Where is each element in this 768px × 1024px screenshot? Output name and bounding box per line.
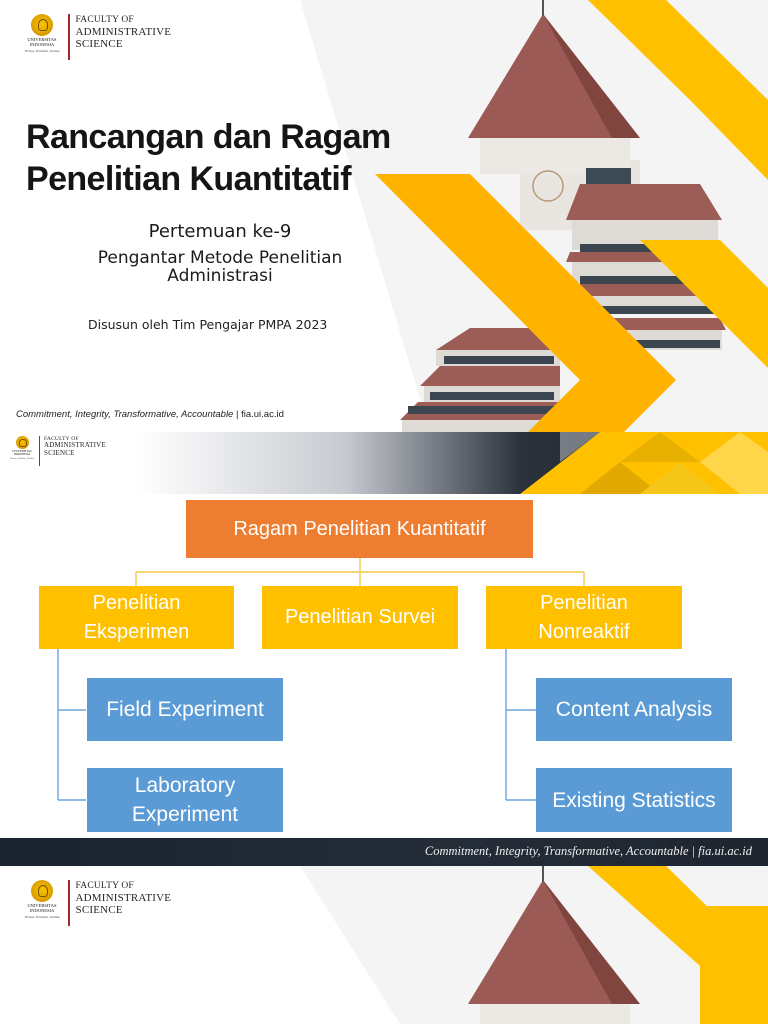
faculty-name [76, 15, 172, 50]
faculty-line3: SCIENCE [75, 903, 123, 916]
logo-divider [68, 880, 70, 926]
faculty-line2: ADMINISTRATIVE [75, 25, 172, 38]
faculty-logo [22, 14, 171, 60]
node-existing-statistics [536, 768, 732, 832]
node-line1: Existing Statistics [552, 788, 716, 812]
node-penelitian-survei [262, 586, 458, 649]
title-line1: Rancangan dan Ragam [26, 118, 391, 156]
faculty-line2: ADMINISTRATIVE [44, 441, 106, 450]
node-line1: Content Analysis [555, 698, 713, 721]
university-motto: Veritas, Probitas, Iustitia [24, 915, 60, 920]
footer-tagline: Commitment, Integrity, Transformative, Accountable | fia.ui.ac.id [424, 844, 752, 858]
node-content-analysis [536, 678, 732, 741]
tagline-site: | fia.ui.ac.id [233, 409, 284, 420]
node-line1: Penelitian Survei [284, 606, 436, 628]
faculty-line2: ADMINISTRATIVE [75, 891, 172, 904]
node-line1: Penelitian [92, 591, 181, 614]
university-motto: Veritas, Probitas, Iustitia [24, 49, 60, 54]
university-caption-line2: INDONESIA [29, 907, 55, 913]
course-line1: Pengantar Metode Penelitian [97, 248, 343, 268]
course-name [60, 249, 380, 285]
tagline [16, 409, 284, 420]
node-penelitian-nonreaktif [486, 586, 682, 649]
university-caption-line2: INDONESIA [29, 41, 55, 47]
node-field-experiment [87, 678, 283, 741]
university-caption-line1: UNIVERSITAS [27, 37, 57, 42]
node-laboratory-experiment [87, 768, 283, 832]
faculty-line1: FACULTY OF [75, 15, 134, 25]
building-illustration [0, 0, 768, 432]
university-motto: Veritas, Probitas, Iustitia [10, 457, 34, 461]
root-node: Ragam Penelitian Kuantitatif [186, 500, 533, 558]
node-penelitian-eksperimen [39, 586, 234, 649]
course-line2: Administrasi [167, 266, 273, 286]
node-line2: Nonreaktif [538, 620, 630, 643]
node-line2: Eksperimen [83, 620, 190, 643]
faculty-name [76, 881, 172, 916]
university-caption-line2: INDONESIA [13, 452, 31, 457]
tagline-values: Commitment, Integrity, Transformative, Accountable [16, 409, 234, 420]
node-line1: Field Experiment [106, 698, 264, 721]
faculty-line3: SCIENCE [44, 448, 75, 457]
faculty-line1: FACULTY OF [44, 436, 79, 442]
chart-slide [0, 432, 768, 866]
university-seal-icon [31, 880, 53, 902]
university-caption-line1: UNIVERSITAS [27, 903, 57, 908]
meeting-label: Pertemuan ke-9 [148, 221, 292, 242]
footer-band [0, 838, 768, 866]
faculty-line1: FACULTY OF [75, 881, 134, 891]
slide-title [26, 116, 446, 200]
faculty-logo [22, 880, 171, 926]
author-credit: Disusun oleh Tim Pengajar PMPA 2023 [88, 317, 328, 332]
node-line1: Laboratory [134, 774, 236, 797]
node-line2: Experiment [131, 803, 239, 826]
title-slide [0, 0, 768, 432]
university-caption-line1: UNIVERSITAS [12, 449, 32, 453]
logo-divider [68, 14, 70, 60]
title-line2: Penelitian Kuantitatif [26, 160, 351, 198]
title-slide-repeat [0, 866, 768, 1024]
university-seal-icon [31, 14, 53, 36]
node-line1: Penelitian [540, 591, 628, 614]
faculty-line3: SCIENCE [75, 37, 123, 50]
